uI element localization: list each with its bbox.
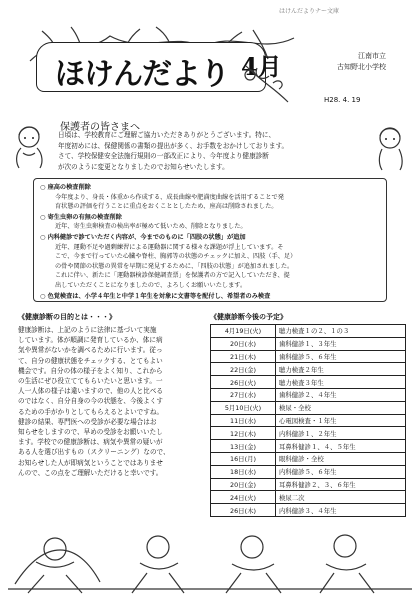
schedule-row: [211, 337, 406, 350]
schedule-date: 5月10日(火): [211, 401, 276, 414]
schedule-date: 4月19日(火): [211, 325, 276, 338]
schedule-item: 眼科健診・全校: [276, 452, 406, 465]
schedule-date: 26日(火): [211, 376, 276, 389]
health-check-schedule-section: [210, 312, 406, 517]
notice-item-title: ○ 座高の検査削除: [40, 183, 380, 193]
notice-item-title: ○ 内科健診で診ていただく内容が、今までのものに「四肢の状態」が追加: [40, 233, 380, 243]
schedule-row: [211, 350, 406, 363]
schedule-row: [211, 363, 406, 376]
purpose-line: 機会です。自分の体の様子をよく知り、これから: [18, 366, 163, 375]
schedule-table: [210, 324, 406, 517]
newsletter-title: ほけんだより: [55, 57, 229, 92]
schedule-item: 歯科健診２、４年生: [276, 388, 406, 401]
purpose-line: しています。体が順調に発育しているか、体に病: [18, 336, 163, 345]
purpose-line: るための手がかりとしてもらえるとよいですね。: [18, 407, 164, 416]
schedule-date: 22日(金): [211, 363, 276, 376]
issue-date: H28. 4. 19: [324, 96, 361, 104]
schedule-row: [211, 465, 406, 478]
purpose-line: の生活にぜひ役立ててもらいたいと思います。一: [18, 376, 163, 385]
schedule-row: [211, 491, 406, 504]
schedule-row: [211, 478, 406, 491]
greeting-heading: 保護者の皆さまへ: [60, 122, 140, 133]
schedule-title: 《健康診断今後の予定》: [210, 313, 287, 321]
schedule-row: [211, 414, 406, 427]
schedule-item: 検尿・全校: [276, 401, 406, 414]
notice-item-line: これに伴い、新たに「運動器検診保健調査票」を保護者の方で記入していただき、提: [55, 272, 290, 280]
schedule-row: [211, 388, 406, 401]
schedule-date: 12日(木): [211, 427, 276, 440]
schedule-item: 耳鼻科健診２、３、６年生: [276, 478, 406, 491]
greeting-line: さて、学校保健安全法施行規則の一部改正により、今年度より健康診断: [58, 152, 269, 161]
schedule-row: [211, 452, 406, 465]
schedule-row: [211, 401, 406, 414]
schedule-date: 21日(木): [211, 350, 276, 363]
purpose-line: ある人を選び出すもの（スクリーニング）なので、: [18, 448, 170, 457]
health-check-illustration-icon: [0, 517, 420, 594]
purpose-line: 人一人体の様子は違いますので、他の人と比べる: [18, 387, 163, 396]
greeting-line: 年度初めには、保健関係の書類の提出が多く、お手数をおかけしております。: [58, 141, 289, 150]
schedule-item: 歯科健診５、６年生: [276, 350, 406, 363]
spring-flower-icon: [238, 58, 292, 106]
schedule-date: 27日(水): [211, 388, 276, 401]
purpose-line: 気や異常がないかを調べるために行います。従っ: [18, 346, 163, 355]
schedule-date: 16日(月): [211, 452, 276, 465]
schedule-date: 18日(水): [211, 465, 276, 478]
notice-item-line: 近年、寄生虫卵検査の検出率が極めて低いため、削除となりました。: [55, 223, 247, 231]
schedule-date: 13日(金): [211, 440, 276, 453]
purpose-line: のではなく、自分自身の今の状態を、今後よくす: [18, 397, 163, 406]
schedule-item: 聴力検査２年生: [276, 363, 406, 376]
schedule-item: 聴力検査３年生: [276, 376, 406, 389]
schedule-date: 26日(木): [211, 504, 276, 517]
teacher-girl-icon: [10, 120, 48, 170]
purpose-title: 《健康診断の目的とは・・・》: [18, 313, 116, 321]
purpose-line: て、自分の健康状態をチェックする、とてもよい: [18, 356, 163, 365]
schedule-row: [211, 427, 406, 440]
health-check-purpose-section: [18, 312, 198, 478]
school-name-line-1: 江南市立: [358, 52, 386, 60]
purpose-line: んので、この点をご理解いただけると幸いです。: [18, 468, 163, 477]
schedule-row: [211, 440, 406, 453]
purpose-line: ます。学校での健康診断は、病気や異常の疑いが: [18, 438, 163, 447]
schedule-item: 内科健診５、６年生: [276, 465, 406, 478]
schedule-item: 歯科健診１、３年生: [276, 337, 406, 350]
purpose-line: 知らせをしますので、早めの受診をお願いいたし: [18, 428, 163, 437]
issue-month: 4月: [241, 52, 282, 81]
schedule-item: 内科健診１、２年生: [276, 427, 406, 440]
greeting-line: が次のように変更となりましたのでお知らせいたします。: [58, 162, 229, 171]
notice-item-title: ○ 寄生虫卵の有無の検査削除: [40, 213, 380, 223]
school-name-line-2: 古知野北小学校: [337, 62, 386, 71]
purpose-line: お知らせした人が即病気ということではありませ: [18, 458, 163, 467]
schedule-item: 耳鼻科健診１、４、５年生: [276, 440, 406, 453]
notice-item-line: 出していただくことになりましたので、よろしくお願いいたします。: [55, 282, 247, 290]
schedule-row: [211, 376, 406, 389]
schedule-date: 20日(金): [211, 478, 276, 491]
notice-item-line: 今年度より、身長・体重から作成する、成長曲線や肥満度曲線を活用することで発: [55, 193, 284, 201]
schedule-item: 心電図検査・１年生: [276, 414, 406, 427]
notice-item-line: こで、今まで行っていた心臓や脊柱、胸郭等の状態のチェックに加え、四肢（手、足）: [55, 253, 297, 261]
health-check-changes-notice: [33, 178, 387, 302]
greeting-line: 日頃は、学校教育にご理解ご協力いただきありがとうございます。特に、: [58, 131, 276, 139]
schedule-item: 検尿二次: [276, 491, 406, 504]
notice-item-title: ○ 色覚検査は、小学４年生と中学１年生を対象に文書等を配付し、希望者のみ検査: [40, 292, 380, 302]
notice-item-line: 育状態の評価を行うことに重点をおくこととしたため、座高は削除されました。: [55, 203, 278, 211]
top-decorative-text: はけんだよりナー文庫: [279, 8, 340, 15]
notice-item-line: の骨や関節の状態の異常を早期に発見するために、「四肢の状態」が追加されました。: [55, 262, 294, 270]
purpose-line: 健診の結果、専門医への受診が必要な場合はお: [18, 417, 157, 426]
schedule-date: 11日(水): [211, 414, 276, 427]
schedule-row: [211, 504, 406, 517]
greeting-text: [58, 130, 388, 172]
schedule-row: [211, 325, 406, 338]
schedule-item: 内科健診３、４年生: [276, 504, 406, 517]
school-name-block: [291, 51, 386, 73]
schedule-item: 聴力検査１の２、１の３: [276, 325, 406, 338]
purpose-line: 健康診断は、上記のように法律に基づいて実施: [18, 325, 157, 334]
schedule-date: 20日(水): [211, 337, 276, 350]
notice-item-line: 近年、運動不足や過剰練習による運動器に関する様々な課題が浮上しています。そ: [55, 243, 284, 251]
schedule-date: 24日(火): [211, 491, 276, 504]
